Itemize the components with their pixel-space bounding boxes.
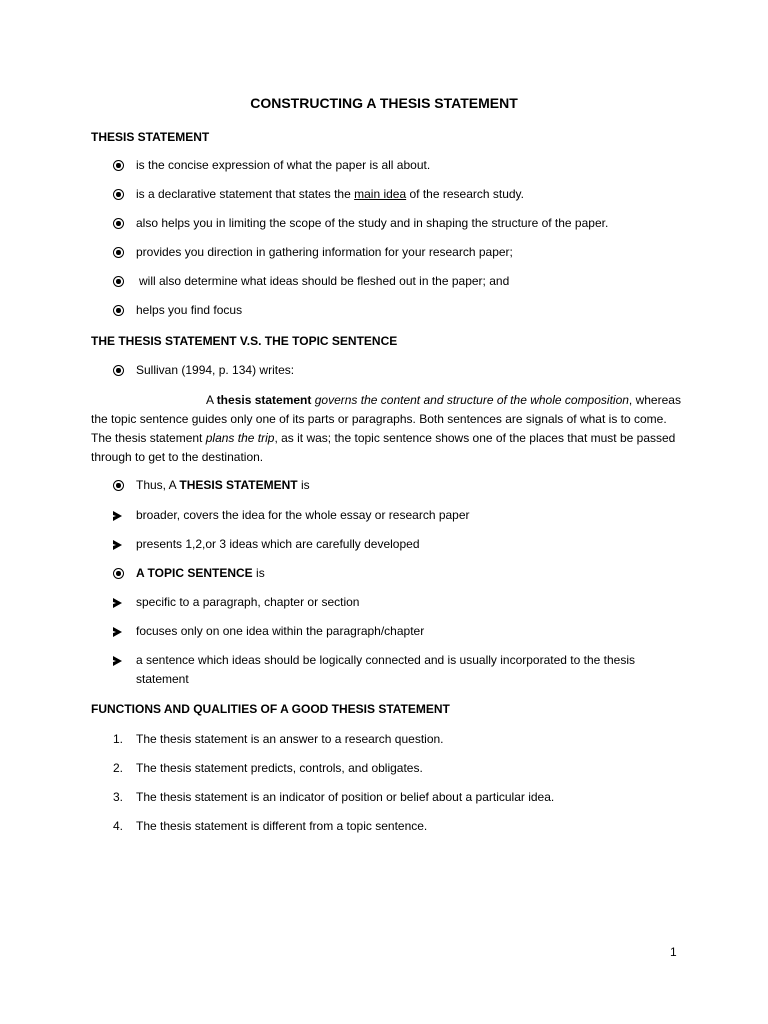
arrow-bullet-icon [113, 509, 127, 523]
list-item-text-tail: of the research study. [409, 187, 525, 201]
quote-italic-1: governs the content and structure of the whole composition [314, 393, 629, 407]
list-item-text: is the concise expression of what the paper is all about. [136, 158, 431, 172]
quote-bold-term: thesis statement [216, 393, 312, 407]
underlined-main-idea: main idea [354, 187, 407, 201]
quote-lead: A [206, 393, 214, 407]
numbered-item-text: The thesis statement is different from a topic sentence. [136, 819, 428, 833]
numbered-item-text: The thesis statement is an indicator of position or belief about a particular idea. [136, 790, 555, 804]
radio-bullet-icon [113, 567, 127, 581]
page-number: 1 [670, 945, 677, 959]
topic-suffix: is [256, 566, 265, 580]
list-item-text: focuses only on one idea within the paragraph/chapter [136, 624, 425, 638]
numbered-item-text: The thesis statement is an answer to a research question. [136, 732, 444, 746]
list-item-text [136, 478, 310, 492]
list-item-continuation: statement [136, 672, 189, 686]
quote-part-3: , as it was; the topic sentence shows one of the places that must be passed through to get to the destination. [91, 431, 676, 464]
list-item-text: also helps you in limiting the scope of the study and in shaping the structure of the paper. [136, 216, 609, 230]
arrow-bullet-icon [113, 625, 127, 639]
numbered-item-text: The thesis statement predicts, controls, and obligates. [136, 761, 423, 775]
list-item-text: helps you find focus [136, 303, 243, 317]
list-item-text: provides you direction in gathering information for your research paper; [136, 245, 513, 259]
quote-part-2: , whereas the topic sentence guides only one of its parts or paragraphs. Both sentences are signals of what is to come. The thesis statement [91, 393, 681, 445]
list-item-text: a sentence which ideas should be logically connected and is usually incorporated to the thesis [136, 653, 635, 667]
topic-bold: A TOPIC SENTENCE [136, 566, 253, 580]
radio-bullet-icon [113, 188, 127, 202]
list-item-text: presents 1,2,or 3 ideas which are carefully developed [136, 537, 420, 551]
arrow-bullet-icon [113, 538, 127, 552]
list-item-text: specific to a paragraph, chapter or section [136, 595, 360, 609]
list-item-text [136, 566, 265, 580]
radio-bullet-icon [113, 246, 127, 260]
item-number: 1. [113, 732, 124, 746]
radio-bullet-icon [113, 217, 127, 231]
quote-paragraph [91, 391, 681, 467]
item-number: 4. [113, 819, 124, 833]
list-item-text: broader, covers the idea for the whole essay or research paper [136, 508, 470, 522]
list-item-text-lead: is a declarative statement that states the [136, 187, 351, 201]
quote-italic-2: plans the trip [205, 431, 275, 445]
arrow-bullet-icon [113, 654, 127, 668]
thus-suffix: is [300, 478, 310, 492]
citation-text: Sullivan (1994, p. 134) writes: [136, 363, 295, 377]
list-item-text: will also determine what ideas should be fleshed out in the paper; and [139, 274, 510, 288]
page-title: CONSTRUCTING A THESIS STATEMENT [250, 95, 518, 111]
radio-bullet-icon [113, 275, 127, 289]
thus-bold: THESIS STATEMENT [179, 478, 298, 492]
thus-prefix: Thus, A [136, 478, 177, 492]
radio-bullet-icon [113, 364, 127, 378]
radio-bullet-icon [113, 304, 127, 318]
item-number: 2. [113, 761, 124, 775]
radio-bullet-icon [113, 479, 127, 493]
section-heading-thesis-statement: THESIS STATEMENT [91, 130, 210, 144]
list-item-text [136, 187, 524, 201]
item-number: 3. [113, 790, 124, 804]
section-heading-thesis-vs-topic: THE THESIS STATEMENT V.S. THE TOPIC SENTENCE [91, 334, 398, 348]
section-heading-functions: FUNCTIONS AND QUALITIES OF A GOOD THESIS STATEMENT [91, 702, 450, 716]
arrow-bullet-icon [113, 596, 127, 610]
radio-bullet-icon [113, 159, 127, 173]
